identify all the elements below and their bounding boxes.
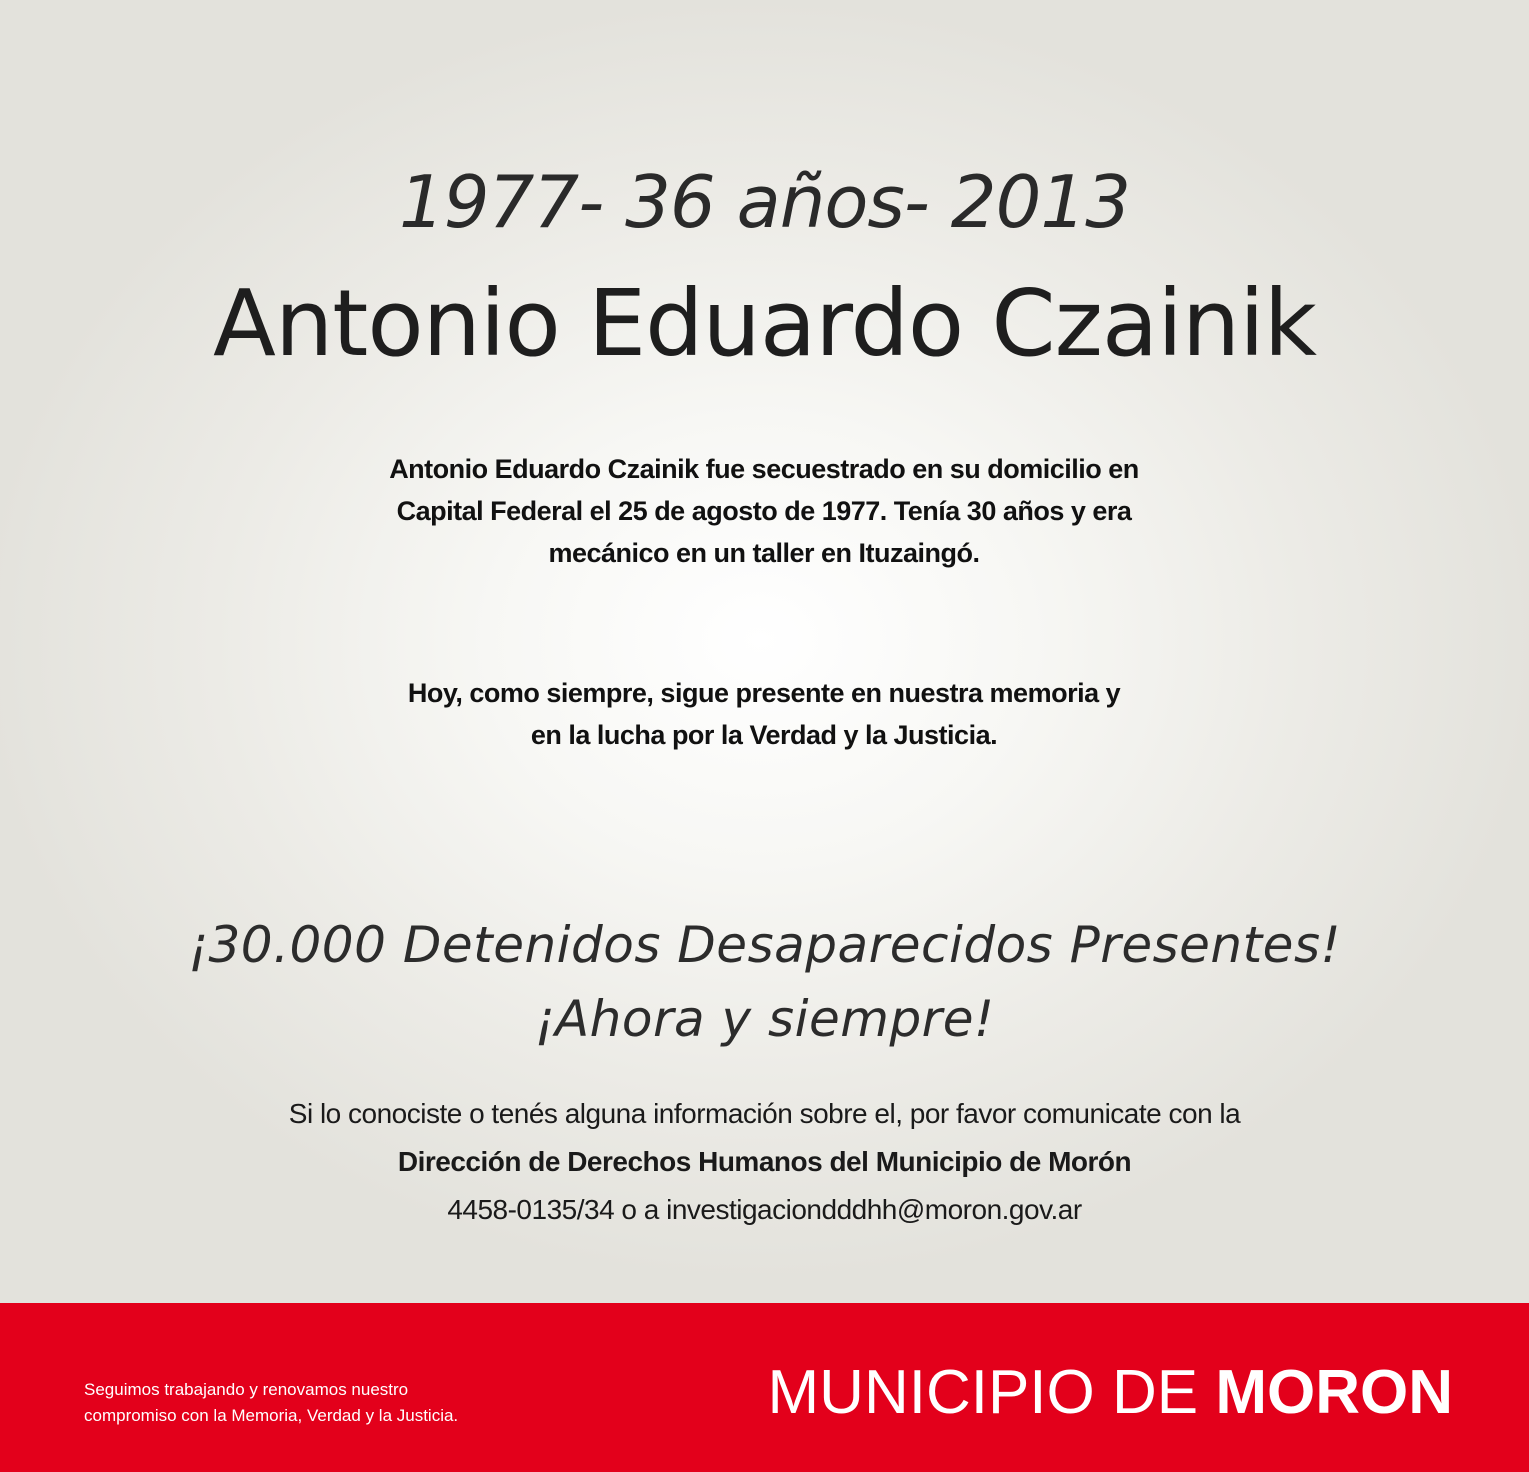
contact-organization: Dirección de Derechos Humanos del Municipio de Morón — [397, 1146, 1132, 1177]
slogan — [0, 908, 1529, 1056]
memory-line: Hoy, como siempre, sigue presente en nuestra memoria y — [407, 678, 1121, 708]
slogan-line-1: ¡30.000 Detenidos Desaparecidos Presentes! — [187, 916, 1342, 974]
footer-banner — [0, 1303, 1529, 1472]
municipality-logo-text — [768, 1353, 1453, 1433]
footer-tagline-line-2: compromiso con la Memoria, Verdad y la Justicia. — [84, 1406, 459, 1425]
memory-line: en la lucha por la Verdad y la Justicia. — [530, 720, 998, 750]
memory-paragraph — [364, 672, 1164, 756]
biography-paragraph — [364, 448, 1164, 574]
contact-info — [0, 1090, 1529, 1234]
years-heading: 1977- 36 años- 2013 — [398, 160, 1131, 244]
biography-line: Capital Federal el 25 de agosto de 1977. Tenía 30 años y era — [396, 496, 1132, 526]
brand-name: MORON — [1215, 1358, 1453, 1427]
biography-line: Antonio Eduardo Czainik fue secuestrado en su domicilio en — [389, 454, 1139, 484]
footer-tagline — [84, 1377, 544, 1429]
footer-tagline-line-1: Seguimos trabajando y renovamos nuestro — [84, 1380, 409, 1399]
contact-details: 4458-0135/34 o a investigaciondddhh@moron.gov.ar — [447, 1194, 1082, 1225]
contact-intro: Si lo conociste o tenés alguna información sobre el, por favor comunicate con la — [288, 1098, 1241, 1129]
brand-prefix: MUNICIPIO DE — [767, 1358, 1216, 1427]
slogan-line-2: ¡Ahora y siempre! — [534, 990, 995, 1048]
biography-line: mecánico en un taller en Ituzaingó. — [548, 538, 980, 568]
person-name-heading: Antonio Eduardo Czainik — [213, 270, 1316, 377]
